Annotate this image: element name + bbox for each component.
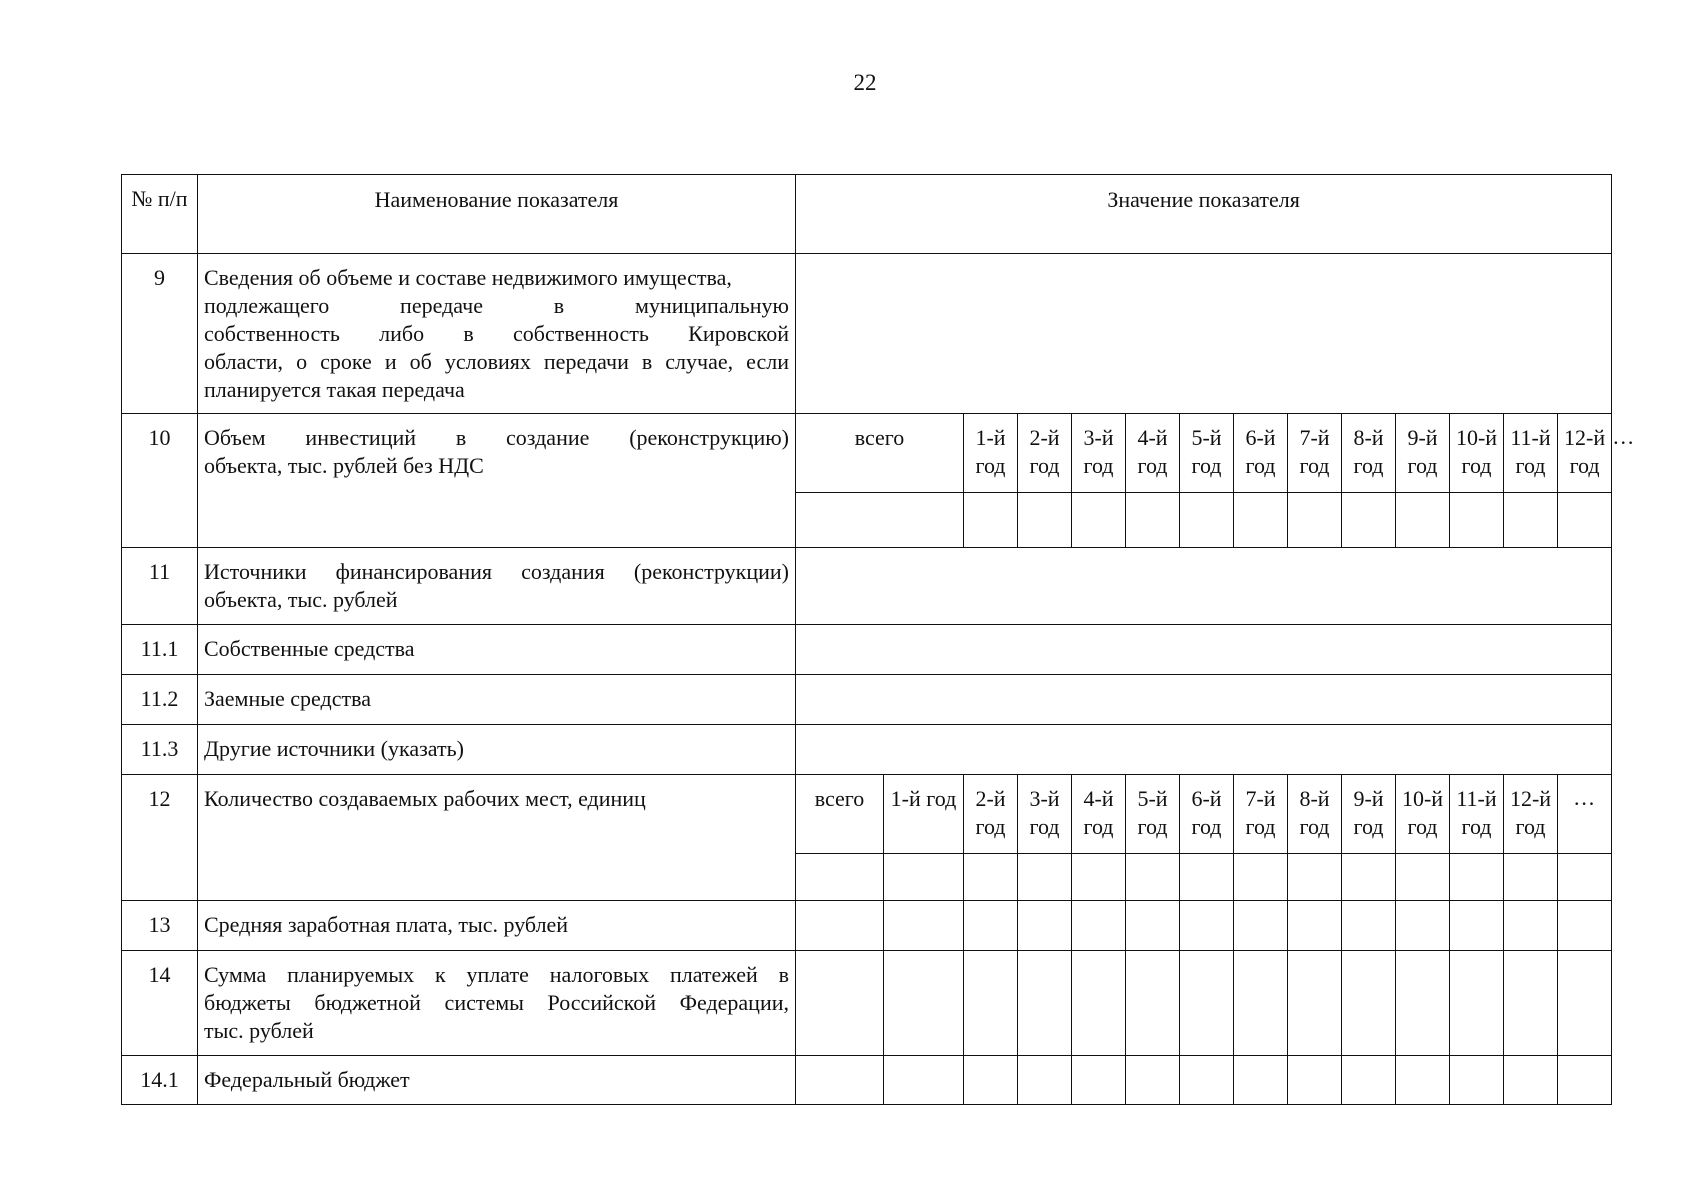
year-word: год: [1029, 453, 1060, 478]
year-word: год: [1353, 453, 1384, 478]
row-13-num: 13: [122, 901, 198, 951]
row-12-year-11-header: [1450, 775, 1504, 854]
year-label: 5-й: [1191, 425, 1222, 450]
year-label: 11-й: [1456, 786, 1497, 811]
row-12-year-1-header: [884, 775, 964, 854]
row-12-year-12-value[interactable]: [1504, 854, 1558, 901]
year-word: год: [1245, 814, 1276, 839]
row-13-year-8-value[interactable]: [1288, 901, 1342, 951]
header-name-label: Наименование показателя: [374, 187, 619, 212]
row-9-line-5: планируется такая передача: [204, 377, 465, 402]
year-word: год: [1515, 453, 1546, 478]
row-10-year-10-value[interactable]: [1450, 493, 1504, 548]
row-14-line-1: Сумма планируемых к уплате налоговых платежей в: [204, 962, 789, 987]
row-13-year-9-value[interactable]: [1342, 901, 1396, 951]
row-14-year-1-value[interactable]: [884, 951, 964, 1056]
row-9-line-4: области, о сроке и об условиях передачи в случае, если: [204, 349, 789, 374]
row-11-1-name: Собственные средства: [198, 625, 796, 675]
row-10-year-2-header: [1018, 414, 1072, 493]
row-14-1-year-12-value[interactable]: [1504, 1056, 1558, 1105]
row-10-year-1-value[interactable]: [964, 493, 1018, 548]
header-name-cell: [198, 175, 796, 254]
row-11-line-2: объекта, тыс. рублей: [204, 587, 398, 612]
table-row-9: [122, 254, 1612, 414]
row-10-year-9-value[interactable]: [1396, 493, 1450, 548]
year-word: год: [1083, 814, 1114, 839]
row-11-2-num: 11.2: [122, 675, 198, 725]
row-12-year-9-value[interactable]: [1342, 854, 1396, 901]
row-10-year-3-header: [1072, 414, 1126, 493]
row-11-line-1: Источники финансирования создания (реконструкции): [204, 559, 789, 584]
row-14-num: 14: [122, 951, 198, 1056]
row-14-year-8-value[interactable]: [1288, 951, 1342, 1056]
row-10-line-1: Объем инвестиций в создание (реконструкцию): [204, 425, 789, 450]
year-word: год: [1299, 814, 1330, 839]
row-13-year-7-value[interactable]: [1234, 901, 1288, 951]
year-word: год: [1299, 453, 1330, 478]
row-10-year-10-header: [1450, 414, 1504, 493]
table-row-10: [122, 414, 1612, 493]
year-word: год: [1245, 453, 1276, 478]
year-word: год: [1083, 453, 1114, 478]
row-14-1-year-8-value[interactable]: [1288, 1056, 1342, 1105]
row-11-2-value[interactable]: [796, 675, 1612, 725]
row-9-num: 9: [122, 254, 198, 414]
row-11-value[interactable]: [796, 548, 1612, 625]
year-label: 4-й: [1137, 425, 1168, 450]
row-12-year-4-value[interactable]: [1072, 854, 1126, 901]
header-num-label: № п/п: [131, 186, 188, 211]
row-10-year-6-header: [1234, 414, 1288, 493]
year-label: 4-й: [1083, 786, 1114, 811]
year-label: 1-й год: [890, 786, 957, 811]
row-12-year-3-value[interactable]: [1018, 854, 1072, 901]
row-12-more-years: [1558, 775, 1612, 854]
row-10-total-value[interactable]: [796, 493, 964, 548]
row-14-year-10-value[interactable]: [1396, 951, 1450, 1056]
year-word: год: [1407, 453, 1438, 478]
row-12-year-12-header: [1504, 775, 1558, 854]
row-14-1-year-7-value[interactable]: [1234, 1056, 1288, 1105]
row-14-1-name: Федеральный бюджет: [198, 1056, 796, 1105]
row-14-line-3: тыс. рублей: [204, 1018, 314, 1043]
year-word: год: [1461, 814, 1492, 839]
year-label: 5-й: [1137, 786, 1168, 811]
row-14-1-more-value[interactable]: [1558, 1056, 1612, 1105]
row-12-year-7-value[interactable]: [1234, 854, 1288, 901]
row-12-year-10-value[interactable]: [1396, 854, 1450, 901]
row-12-year-6-value[interactable]: [1180, 854, 1234, 901]
row-10-num: 10: [122, 414, 198, 548]
year-word: год: [975, 814, 1006, 839]
row-14-year-11-value[interactable]: [1450, 951, 1504, 1056]
row-12-name: Количество создаваемых рабочих мест, единиц: [198, 775, 796, 901]
row-12-year-7-header: [1234, 775, 1288, 854]
page-number: 22: [853, 70, 877, 95]
row-14-1-year-4-value[interactable]: [1072, 1056, 1126, 1105]
year-word: год: [1137, 814, 1168, 839]
row-10-year-8-value[interactable]: [1342, 493, 1396, 548]
table-row-11: [122, 548, 1612, 625]
row-11-1-num: 11.1: [122, 625, 198, 675]
year-label: 7-й: [1245, 786, 1276, 811]
year-word: год: [1515, 814, 1546, 839]
table-row-12: [122, 775, 1612, 854]
row-10-year-5-header: [1180, 414, 1234, 493]
year-label: 12-й: [1564, 425, 1606, 450]
row-14-more-value[interactable]: [1558, 951, 1612, 1056]
row-13-year-4-value[interactable]: [1072, 901, 1126, 951]
row-10-year-7-header: [1288, 414, 1342, 493]
row-13-year-10-value[interactable]: [1396, 901, 1450, 951]
row-14-1-year-1-value[interactable]: [884, 1056, 964, 1105]
row-10-year-6-value[interactable]: [1234, 493, 1288, 548]
year-label: 7-й: [1299, 425, 1330, 450]
year-label: 8-й: [1299, 786, 1330, 811]
header-value-cell: [796, 175, 1612, 254]
year-word: год: [1029, 814, 1060, 839]
row-14-year-4-value[interactable]: [1072, 951, 1126, 1056]
row-13-year-1-value[interactable]: [884, 901, 964, 951]
year-label: 12-й: [1509, 786, 1552, 811]
header-num-cell: [122, 175, 198, 254]
header-value-label: Значение показателя: [1107, 187, 1300, 212]
row-14-1-year-11-value[interactable]: [1450, 1056, 1504, 1105]
row-11-2-name: Заемные средства: [198, 675, 796, 725]
row-11-num: 11: [122, 548, 198, 625]
table-row-14: [122, 951, 1612, 1056]
row-14-line-2: бюджеты бюджетной системы Российской Федерации,: [204, 990, 789, 1015]
row-13-year-5-value[interactable]: [1126, 901, 1180, 951]
row-12-year-6-header: [1180, 775, 1234, 854]
row-14-1-year-6-value[interactable]: [1180, 1056, 1234, 1105]
row-10-year-7-value[interactable]: [1288, 493, 1342, 548]
row-12-total-label: всего: [814, 786, 865, 811]
row-14-1-year-3-value[interactable]: [1018, 1056, 1072, 1105]
row-11-3-name: Другие источники (указать): [198, 725, 796, 775]
row-14-year-12-value[interactable]: [1504, 951, 1558, 1056]
row-10-year-4-value[interactable]: [1126, 493, 1180, 548]
year-word: год: [1569, 453, 1600, 478]
row-14-total-value[interactable]: [796, 951, 884, 1056]
row-11-3-value[interactable]: [796, 725, 1612, 775]
row-12-total-header: [796, 775, 884, 854]
row-10-year-3-value[interactable]: [1072, 493, 1126, 548]
row-10-year-2-value[interactable]: [1018, 493, 1072, 548]
row-14-year-3-value[interactable]: [1018, 951, 1072, 1056]
row-13-year-11-value[interactable]: [1450, 901, 1504, 951]
row-10-name: [198, 414, 796, 548]
row-12-year-5-value[interactable]: [1126, 854, 1180, 901]
row-11-name: [198, 548, 796, 625]
row-14-1-year-2-value[interactable]: [964, 1056, 1018, 1105]
row-10-year-8-header: [1342, 414, 1396, 493]
row-11-3-num: 11.3: [122, 725, 198, 775]
year-label: 1-й: [975, 425, 1006, 450]
row-9-line-1: Сведения об объеме и составе недвижимого имущества,: [204, 265, 732, 290]
row-10-year-4-header: [1126, 414, 1180, 493]
table-row-11-2: [122, 675, 1612, 725]
row-14-name: [198, 951, 796, 1056]
row-14-1-year-5-value[interactable]: [1126, 1056, 1180, 1105]
row-9-name: [198, 254, 796, 414]
row-12-year-10-header: [1396, 775, 1450, 854]
row-14-year-7-value[interactable]: [1234, 951, 1288, 1056]
row-13-year-3-value[interactable]: [1018, 901, 1072, 951]
row-9-value[interactable]: [796, 254, 1612, 414]
row-10-year-5-value[interactable]: [1180, 493, 1234, 548]
year-word: год: [1353, 814, 1384, 839]
year-word: год: [1191, 814, 1222, 839]
table-row-14-1: [122, 1056, 1612, 1105]
row-13-total-value[interactable]: [796, 901, 884, 951]
row-12-num: 12: [122, 775, 198, 901]
row-12-year-3-header: [1018, 775, 1072, 854]
row-14-1-year-9-value[interactable]: [1342, 1056, 1396, 1105]
year-label: 11-й: [1510, 425, 1551, 450]
year-word: год: [1137, 453, 1168, 478]
year-label: 6-й: [1245, 425, 1276, 450]
row-14-year-2-value[interactable]: [964, 951, 1018, 1056]
row-10-total-label: всего: [854, 425, 905, 450]
row-10-line-2: объекта, тыс. рублей без НДС: [204, 453, 484, 478]
row-12-year-8-value[interactable]: [1288, 854, 1342, 901]
year-label: 8-й: [1353, 425, 1384, 450]
year-word: год: [975, 453, 1006, 478]
ellipsis: …: [1612, 424, 1636, 449]
row-13-more-value[interactable]: [1558, 901, 1612, 951]
row-14-1-total-value[interactable]: [796, 1056, 884, 1105]
row-10-year-11-header: [1504, 414, 1558, 493]
table-row-11-1: [122, 625, 1612, 675]
row-12-year-11-value[interactable]: [1450, 854, 1504, 901]
year-label: 10-й: [1401, 786, 1444, 811]
year-label: 9-й: [1353, 786, 1384, 811]
year-word: год: [1191, 453, 1222, 478]
row-12-year-9-header: [1342, 775, 1396, 854]
row-14-year-9-value[interactable]: [1342, 951, 1396, 1056]
row-13-year-2-value[interactable]: [964, 901, 1018, 951]
indicator-table: [121, 174, 1636, 1105]
row-9-line-3: собственность либо в собственность Кировской: [204, 321, 789, 346]
row-13-year-12-value[interactable]: [1504, 901, 1558, 951]
row-12-year-2-header: [964, 775, 1018, 854]
row-10-total-header: [796, 414, 964, 493]
year-label: 6-й: [1191, 786, 1222, 811]
row-10-year-12-value[interactable]: [1558, 493, 1612, 548]
row-14-year-6-value[interactable]: [1180, 951, 1234, 1056]
year-label: 2-й: [975, 786, 1006, 811]
ellipsis: …: [1573, 785, 1597, 810]
row-12-more-value[interactable]: [1558, 854, 1612, 901]
row-12-total-value[interactable]: [796, 854, 884, 901]
table-row-13: [122, 901, 1612, 951]
row-14-1-year-10-value[interactable]: [1396, 1056, 1450, 1105]
table-row-11-3: [122, 725, 1612, 775]
row-10-year-1-header: [964, 414, 1018, 493]
row-10-year-9-header: [1396, 414, 1450, 493]
row-12-year-1-value[interactable]: [884, 854, 964, 901]
row-12-year-8-header: [1288, 775, 1342, 854]
row-10-year-11-value[interactable]: [1504, 493, 1558, 548]
row-14-1-num: 14.1: [122, 1056, 198, 1105]
table-header-row: [122, 175, 1612, 254]
row-12-year-2-value[interactable]: [964, 854, 1018, 901]
year-label: 3-й: [1029, 786, 1060, 811]
year-label: 9-й: [1407, 425, 1438, 450]
row-13-name: Средняя заработная плата, тыс. рублей: [198, 901, 796, 951]
row-14-year-5-value[interactable]: [1126, 951, 1180, 1056]
year-word: год: [1407, 814, 1438, 839]
year-label: 3-й: [1083, 425, 1114, 450]
row-13-year-6-value[interactable]: [1180, 901, 1234, 951]
row-9-line-2: подлежащего передаче в муниципальную: [204, 293, 789, 318]
year-label: 2-й: [1029, 425, 1060, 450]
row-11-1-value[interactable]: [796, 625, 1612, 675]
year-word: год: [1461, 453, 1492, 478]
row-12-year-4-header: [1072, 775, 1126, 854]
year-label: 10-й: [1455, 425, 1498, 450]
row-12-year-5-header: [1126, 775, 1180, 854]
row-10-year-12-header: [1558, 414, 1612, 493]
